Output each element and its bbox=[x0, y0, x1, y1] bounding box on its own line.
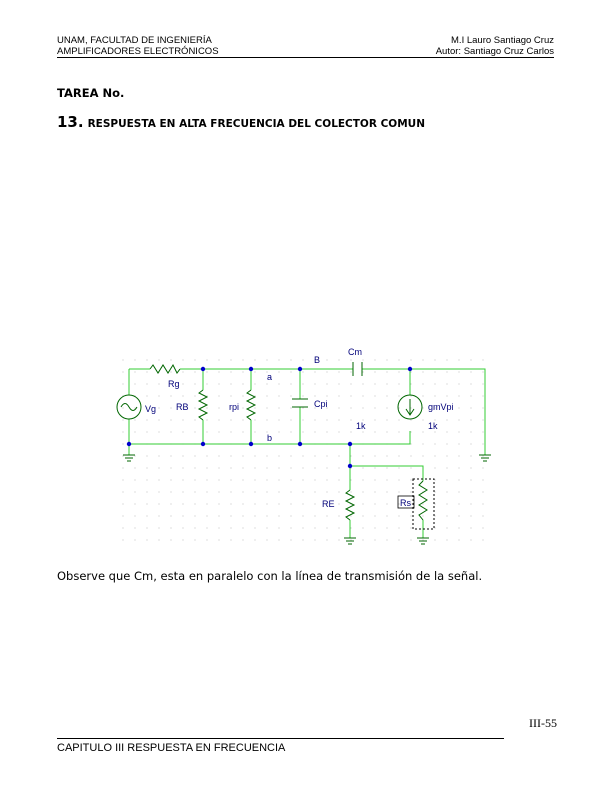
footer-chapter: CAPITULO III RESPUESTA EN FRECUENCIA bbox=[57, 742, 286, 754]
label-node-b: b bbox=[267, 433, 273, 443]
circuit-diagram bbox=[110, 335, 500, 555]
label-rpi: rpi bbox=[229, 402, 240, 412]
header-course: AMPLIFICADORES ELECTRÓNICOS bbox=[57, 46, 219, 57]
footer-divider bbox=[57, 738, 504, 739]
label-re: RE bbox=[322, 499, 335, 509]
section-heading bbox=[57, 112, 425, 131]
page-number: III-55 bbox=[529, 716, 557, 730]
label-cm: Cm bbox=[348, 347, 362, 357]
label-node-B: B bbox=[314, 355, 321, 365]
header-professor: M.I Lauro Santiago Cruz bbox=[451, 35, 554, 46]
section-title: RESPUESTA EN ALTA FRECUENCIA DEL COLECTOR COMUN bbox=[87, 118, 425, 130]
label-1k-right: 1k bbox=[428, 421, 438, 431]
section-number: 13. bbox=[57, 113, 84, 131]
header-divider bbox=[57, 57, 554, 58]
header-author: Autor: Santiago Cruz Carlos bbox=[435, 46, 554, 57]
header-right bbox=[436, 35, 554, 57]
caption-text: Observe que Cm, esta en paralelo con la línea de transmisión de la señal. bbox=[57, 569, 483, 583]
label-rg: Rg bbox=[168, 379, 180, 389]
label-cpi: Cpi bbox=[314, 399, 328, 409]
header-faculty: UNAM, FACULTAD DE INGENIERÍA bbox=[57, 35, 212, 46]
label-node-a: a bbox=[267, 372, 273, 382]
assignment-heading: TAREA No. bbox=[57, 86, 125, 100]
label-1k-left: 1k bbox=[356, 421, 366, 431]
label-gmvpi: gmVpi bbox=[428, 402, 454, 412]
label-rb: RB bbox=[176, 402, 189, 412]
label-rs: Rs bbox=[400, 498, 411, 508]
label-vg: Vg bbox=[145, 404, 157, 414]
header-left bbox=[57, 35, 219, 57]
